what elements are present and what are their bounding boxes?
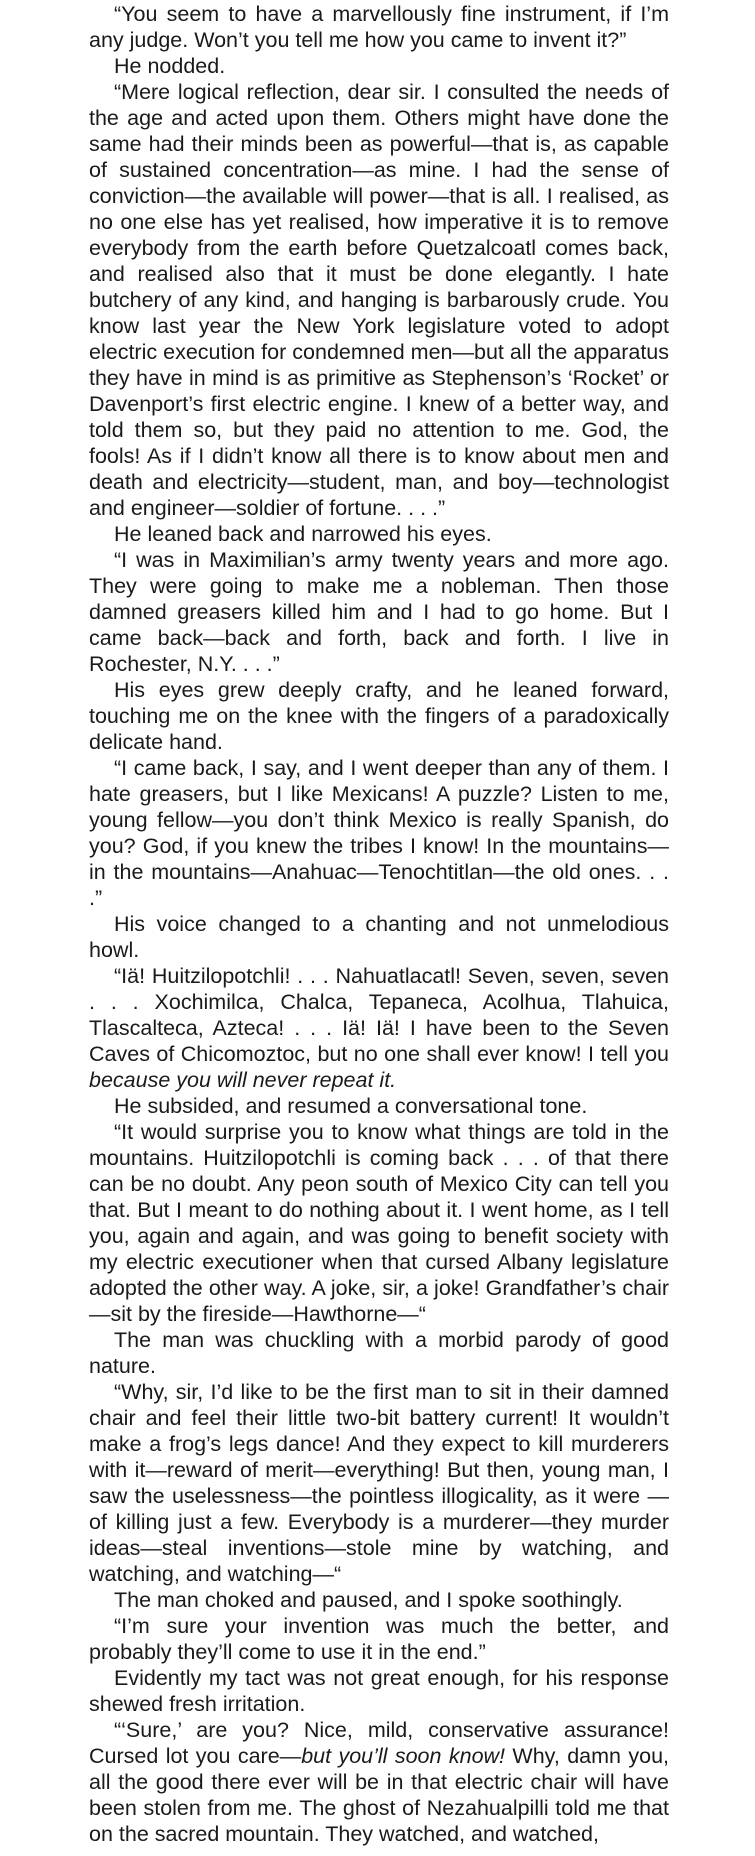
text-run: The man was chuckling with a morbid parody of good nature. (89, 1328, 669, 1378)
paragraph (89, 53, 669, 79)
text-run: He nodded. (114, 54, 226, 78)
text-run: “‘Sure,’ are you? Nice, mild, conservative assurance! Cursed lot you care— (89, 1718, 669, 1768)
text-run: “I came back, I say, and I went deeper than any of them. I hate greasers, but I like Mexicans! A puzzle? Listen to me, young fellow—you don’t think Mexico is really Spanish, do you? God, if you knew the tribes I know! In the mountains—in the mountains—Anahuac—Tenochtitlan—the old ones. . . .” (89, 756, 669, 910)
text-run: “It would surprise you to know what things are told in the mountains. Huitzilopotchli is coming back . . . of that there can be no doubt. Any peon south of Mexico City can tell you that. But I meant to do nothing about it. I went home, as I tell you, again and again, and was going to benefit society with my electric executioner when that cursed Albany legislature adopted the other way. A joke, sir, a joke! Grandfather’s chair—sit by the fireside—Hawthorne—“ (89, 1120, 669, 1326)
paragraph (89, 1717, 669, 1847)
text-run: His voice changed to a chanting and not unmelodious howl. (89, 912, 669, 962)
text-run: “Why, sir, I’d like to be the first man to sit in their damned chair and feel their little two-bit battery current! It wouldn’t make a frog’s legs dance! And they expect to kill murderers with it—reward of merit—everything! But then, young man, I saw the uselessness—the pointless illogicality, as it were —of killing just a few. Everybody is a murderer—they murder ideas—steal inventions—stole mine by watching, and watching, and watching—“ (89, 1380, 669, 1586)
document-page (89, 1, 669, 1847)
paragraph (89, 911, 669, 963)
text-run: He subsided, and resumed a conversational tone. (114, 1094, 588, 1118)
text-run: “I’m sure your invention was much the better, and probably they’ll come to use it in the end.” (89, 1614, 669, 1664)
paragraph (89, 1665, 669, 1717)
paragraph (89, 1379, 669, 1587)
text-run: The man choked and paused, and I spoke soothingly. (114, 1588, 623, 1612)
text-run: “You seem to have a marvellously fine instrument, if I’m any judge. Won’t you tell me how you came to invent it?” (89, 2, 669, 52)
paragraph (89, 79, 669, 521)
italic-text-run: but you’ll soon know! (301, 1744, 506, 1768)
text-run: Evidently my tact was not great enough, for his response shewed fresh irritation. (89, 1666, 669, 1716)
text-run: “Iä! Huitzilopotchli! . . . Nahuatlacatl! Seven, seven, seven . . . Xochimilca, Chalca, Tepaneca, Acolhua, Tlahuica, Tlascalteca, Azteca! . . . Iä! Iä! I have been to the Seven Caves of Chicomoztoc, but no one shall ever know! I tell you (89, 964, 669, 1066)
paragraph (89, 1327, 669, 1379)
text-run: Why, damn you, all the good there ever will be in that electric chair will have been stolen from me. The ghost of Nezahualpilli told me that on the sacred mountain. They watched, and watched, (89, 1744, 669, 1846)
italic-text-run: because you will never repeat it. (89, 1068, 397, 1092)
paragraph (89, 1587, 669, 1613)
paragraph (89, 1, 669, 53)
paragraph (89, 1093, 669, 1119)
paragraph (89, 547, 669, 677)
paragraph (89, 677, 669, 755)
paragraph (89, 521, 669, 547)
text-run: “I was in Maximilian’s army twenty years and more ago. They were going to make me a nobleman. Then those damned greasers killed him and I had to go home. But I came back—back and forth, back and forth. I live in Rochester, N.Y. . . .” (89, 548, 669, 676)
text-run: “Mere logical reflection, dear sir. I consulted the needs of the age and acted upon them. Others might have done the same had their minds been as powerful—that is, as capable of sustained concentration—as mine. I had the sense of conviction—the available will power—that is all. I realised, as no one else has yet realised, how imperative it is to remove everybody from the earth before Quetzalcoatl comes back, and realised also that it must be done elegantly. I hate butchery of any kind, and hanging is barbarously crude. You know last year the New York legislature voted to adopt electric execution for condemned men—but all the apparatus they have in mind is as primitive as Stephenson’s ‘Rocket’ or Davenport’s first electric engine. I knew of a better way, and told them so, but they paid no attention to me. God, the fools! As if I didn’t know all there is to know about men and death and electricity—student, man, and boy—technologist and engineer—soldier of fortune. . . .” (89, 80, 669, 520)
paragraph (89, 963, 669, 1093)
paragraph (89, 1613, 669, 1665)
paragraph (89, 755, 669, 911)
text-run: He leaned back and narrowed his eyes. (114, 522, 492, 546)
paragraph (89, 1119, 669, 1327)
text-run: His eyes grew deeply crafty, and he leaned forward, touching me on the knee with the fingers of a paradoxically delicate hand. (89, 678, 669, 754)
